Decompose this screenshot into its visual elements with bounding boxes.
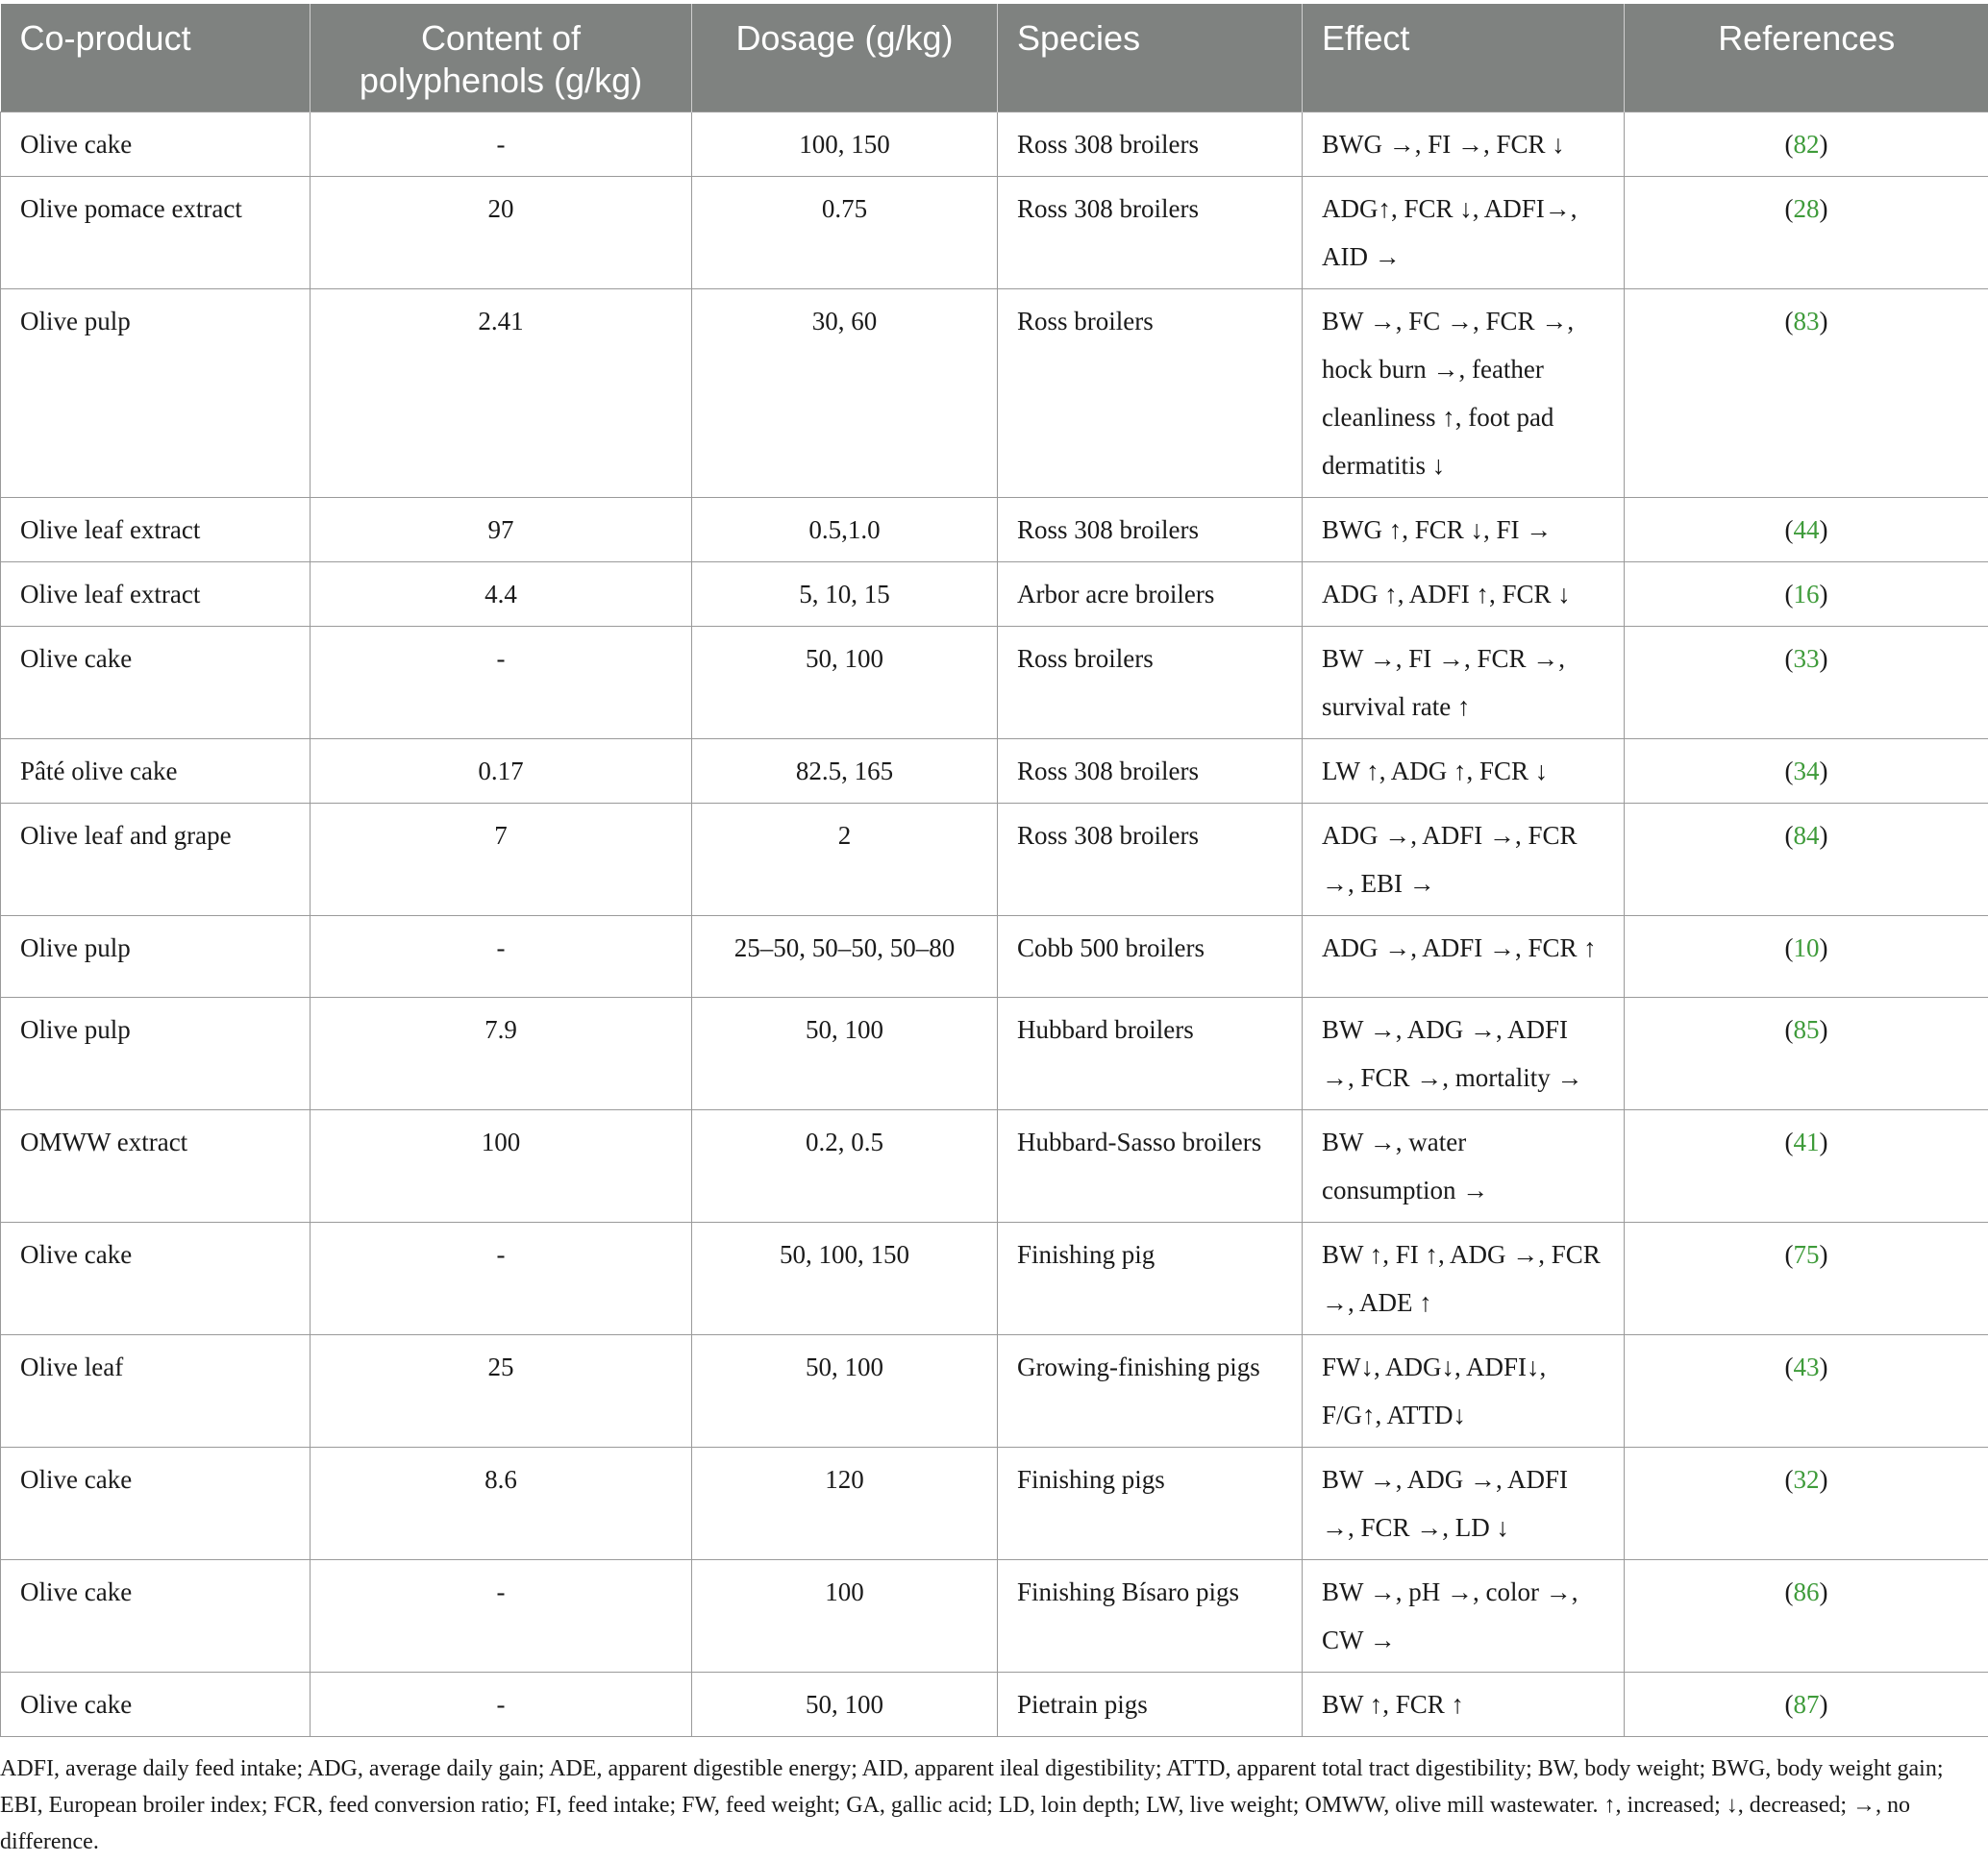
reference-open-paren: (: [1784, 1465, 1794, 1494]
cell-species: Ross 308 broilers: [998, 112, 1303, 177]
table-row: [1, 1448, 1988, 1560]
cell-effect: ADG↑, FCR ↓, ADFI→, AID →: [1303, 177, 1625, 289]
table-row: [1, 1110, 1988, 1223]
cell-coproduct: OMWW extract: [1, 1110, 311, 1223]
cell-species: Ross 308 broilers: [998, 739, 1303, 804]
cell-species: Ross 308 broilers: [998, 498, 1303, 562]
reference-link[interactable]: 87: [1793, 1690, 1820, 1719]
cell-coproduct: Olive pulp: [1, 289, 311, 498]
cell-content: -: [311, 112, 692, 177]
column-header-effect: Effect: [1303, 4, 1625, 112]
reference-close-paren: ): [1819, 130, 1828, 159]
cell-content: 100: [311, 1110, 692, 1223]
reference-link[interactable]: 33: [1793, 644, 1820, 673]
reference-close-paren: ): [1819, 515, 1828, 544]
cell-reference: [1625, 1223, 1988, 1335]
table-row: [1, 177, 1988, 289]
cell-species: Cobb 500 broilers: [998, 916, 1303, 998]
cell-dosage: 25–50, 50–50, 50–80: [692, 916, 998, 998]
cell-dosage: 30, 60: [692, 289, 998, 498]
column-header-dosage: Dosage (g/kg): [692, 4, 998, 112]
reference-link[interactable]: 32: [1793, 1465, 1820, 1494]
cell-content: -: [311, 1560, 692, 1673]
cell-dosage: 0.5,1.0: [692, 498, 998, 562]
reference-close-paren: ): [1819, 1577, 1828, 1606]
cell-dosage: 50, 100: [692, 998, 998, 1110]
reference-link[interactable]: 34: [1793, 757, 1820, 785]
reference-close-paren: ): [1819, 821, 1828, 850]
cell-content: 7.9: [311, 998, 692, 1110]
cell-effect: ADG →, ADFI →, FCR →, EBI →: [1303, 804, 1625, 916]
cell-content: 25: [311, 1335, 692, 1448]
reference-open-paren: (: [1784, 307, 1794, 335]
cell-effect: BWG →, FI →, FCR ↓: [1303, 112, 1625, 177]
cell-reference: [1625, 998, 1988, 1110]
cell-dosage: 50, 100, 150: [692, 1223, 998, 1335]
reference-link[interactable]: 16: [1793, 580, 1820, 608]
cell-content: 4.4: [311, 562, 692, 627]
reference-open-paren: (: [1784, 644, 1794, 673]
cell-species: Pietrain pigs: [998, 1673, 1303, 1737]
reference-open-paren: (: [1784, 580, 1794, 608]
cell-species: Hubbard-Sasso broilers: [998, 1110, 1303, 1223]
cell-dosage: 100: [692, 1560, 998, 1673]
cell-dosage: 50, 100: [692, 1673, 998, 1737]
cell-coproduct: Olive leaf: [1, 1335, 311, 1448]
table-row: [1, 562, 1988, 627]
column-header-content: Content of polyphenols (g/kg): [311, 4, 692, 112]
reference-close-paren: ): [1819, 644, 1828, 673]
cell-species: Finishing pigs: [998, 1448, 1303, 1560]
cell-coproduct: Olive pulp: [1, 916, 311, 998]
cell-effect: FW↓, ADG↓, ADFI↓, F/G↑, ATTD↓: [1303, 1335, 1625, 1448]
reference-link[interactable]: 41: [1793, 1128, 1820, 1156]
reference-open-paren: (: [1784, 1015, 1794, 1044]
reference-close-paren: ): [1819, 580, 1828, 608]
reference-open-paren: (: [1784, 757, 1794, 785]
table-row: [1, 1335, 1988, 1448]
cell-coproduct: Olive cake: [1, 1673, 311, 1737]
cell-dosage: 2: [692, 804, 998, 916]
reference-open-paren: (: [1784, 130, 1794, 159]
reference-link[interactable]: 10: [1793, 933, 1820, 962]
cell-content: 97: [311, 498, 692, 562]
reference-link[interactable]: 82: [1793, 130, 1820, 159]
column-header-coproduct: Co-product: [1, 4, 311, 112]
cell-effect: BW →, pH →, color →, CW →: [1303, 1560, 1625, 1673]
table-body: [1, 112, 1988, 1737]
cell-reference: [1625, 916, 1988, 998]
table-footnote: ADFI, average daily feed intake; ADG, average daily gain; ADE, apparent digestible energy; AID, apparent ileal digestibility; ATTD, apparent total tract digestibility; BW, body weight; BWG, body weight gain; EBI, European broiler index; FCR, feed conversion ratio; FI, feed intake; FW, feed weight; GA, gallic acid; LD, loin depth; LW, live weight; OMWW, olive mill wastewater. ↑, increased; ↓, decreased; →, no difference.: [0, 1756, 1944, 1854]
cell-coproduct: Olive cake: [1, 112, 311, 177]
cell-effect: BW →, FI →, FCR →, survival rate ↑: [1303, 627, 1625, 739]
cell-dosage: 50, 100: [692, 627, 998, 739]
cell-effect: BW →, water consumption →: [1303, 1110, 1625, 1223]
cell-species: Ross 308 broilers: [998, 177, 1303, 289]
cell-reference: [1625, 177, 1988, 289]
cell-dosage: 100, 150: [692, 112, 998, 177]
cell-species: Arbor acre broilers: [998, 562, 1303, 627]
reference-close-paren: ): [1819, 1015, 1828, 1044]
cell-effect: BW →, ADG →, ADFI →, FCR →, LD ↓: [1303, 1448, 1625, 1560]
cell-coproduct: Olive pulp: [1, 998, 311, 1110]
table-row: [1, 1560, 1988, 1673]
cell-coproduct: Pâté olive cake: [1, 739, 311, 804]
table-row: [1, 498, 1988, 562]
reference-close-paren: ): [1819, 757, 1828, 785]
reference-close-paren: ): [1819, 1128, 1828, 1156]
cell-species: Hubbard broilers: [998, 998, 1303, 1110]
reference-link[interactable]: 28: [1793, 194, 1820, 223]
cell-effect: BW ↑, FI ↑, ADG →, FCR →, ADE ↑: [1303, 1223, 1625, 1335]
table-row: [1, 289, 1988, 498]
reference-link[interactable]: 43: [1793, 1353, 1820, 1381]
cell-species: Ross broilers: [998, 289, 1303, 498]
cell-reference: [1625, 498, 1988, 562]
table-row: [1, 627, 1988, 739]
cell-coproduct: Olive cake: [1, 627, 311, 739]
table-row: [1, 1223, 1988, 1335]
table-row: [1, 998, 1988, 1110]
reference-link[interactable]: 83: [1793, 307, 1820, 335]
cell-effect: BW ↑, FCR ↑: [1303, 1673, 1625, 1737]
header-row: [1, 4, 1988, 112]
cell-content: 20: [311, 177, 692, 289]
cell-dosage: 120: [692, 1448, 998, 1560]
cell-species: Ross broilers: [998, 627, 1303, 739]
reference-open-paren: (: [1784, 821, 1794, 850]
reference-link[interactable]: 84: [1793, 821, 1820, 850]
cell-coproduct: Olive leaf and grape: [1, 804, 311, 916]
reference-link[interactable]: 44: [1793, 515, 1820, 544]
cell-dosage: 0.2, 0.5: [692, 1110, 998, 1223]
cell-effect: BWG ↑, FCR ↓, FI →: [1303, 498, 1625, 562]
reference-close-paren: ): [1819, 1240, 1828, 1269]
reference-link[interactable]: 86: [1793, 1577, 1820, 1606]
reference-link[interactable]: 85: [1793, 1015, 1820, 1044]
reference-open-paren: (: [1784, 194, 1794, 223]
cell-dosage: 0.75: [692, 177, 998, 289]
cell-coproduct: Olive cake: [1, 1560, 311, 1673]
cell-reference: [1625, 739, 1988, 804]
cell-species: Ross 308 broilers: [998, 804, 1303, 916]
cell-reference: [1625, 562, 1988, 627]
cell-dosage: 5, 10, 15: [692, 562, 998, 627]
reference-open-paren: (: [1784, 1577, 1794, 1606]
cell-reference: [1625, 1560, 1988, 1673]
cell-content: -: [311, 627, 692, 739]
cell-reference: [1625, 1335, 1988, 1448]
table-container: [0, 4, 1988, 1737]
table-row: [1, 804, 1988, 916]
cell-coproduct: Olive pomace extract: [1, 177, 311, 289]
reference-open-paren: (: [1784, 515, 1794, 544]
cell-coproduct: Olive cake: [1, 1448, 311, 1560]
cell-content: 0.17: [311, 739, 692, 804]
cell-reference: [1625, 1448, 1988, 1560]
cell-effect: BW →, ADG →, ADFI →, FCR →, mortality →: [1303, 998, 1625, 1110]
cell-effect: ADG ↑, ADFI ↑, FCR ↓: [1303, 562, 1625, 627]
cell-effect: BW →, FC →, FCR →, hock burn →, feather cleanliness ↑, foot pad dermatitis ↓: [1303, 289, 1625, 498]
cell-species: Growing-finishing pigs: [998, 1335, 1303, 1448]
reference-open-paren: (: [1784, 1240, 1794, 1269]
cell-content: 2.41: [311, 289, 692, 498]
reference-close-paren: ): [1819, 1353, 1828, 1381]
column-header-references: References: [1625, 4, 1988, 112]
cell-reference: [1625, 1673, 1988, 1737]
cell-dosage: 82.5, 165: [692, 739, 998, 804]
cell-effect: ADG →, ADFI →, FCR ↑: [1303, 916, 1625, 998]
cell-species: Finishing Bísaro pigs: [998, 1560, 1303, 1673]
cell-coproduct: Olive leaf extract: [1, 562, 311, 627]
table-row: [1, 916, 1988, 998]
reference-close-paren: ): [1819, 1690, 1828, 1719]
reference-link[interactable]: 75: [1793, 1240, 1820, 1269]
cell-content: -: [311, 1673, 692, 1737]
cell-reference: [1625, 1110, 1988, 1223]
cell-content: -: [311, 916, 692, 998]
cell-reference: [1625, 112, 1988, 177]
reference-open-paren: (: [1784, 1690, 1794, 1719]
table-row: [1, 739, 1988, 804]
cell-reference: [1625, 804, 1988, 916]
column-header-species: Species: [998, 4, 1303, 112]
reference-open-paren: (: [1784, 933, 1794, 962]
cell-content: -: [311, 1223, 692, 1335]
reference-close-paren: ): [1819, 1465, 1828, 1494]
reference-open-paren: (: [1784, 1128, 1794, 1156]
reference-close-paren: ): [1819, 194, 1828, 223]
table-header: [1, 4, 1988, 112]
cell-coproduct: Olive leaf extract: [1, 498, 311, 562]
reference-close-paren: ): [1819, 933, 1828, 962]
reference-close-paren: ): [1819, 307, 1828, 335]
table-row: [1, 112, 1988, 177]
cell-reference: [1625, 627, 1988, 739]
cell-species: Finishing pig: [998, 1223, 1303, 1335]
cell-effect: LW ↑, ADG ↑, FCR ↓: [1303, 739, 1625, 804]
data-table: [0, 4, 1988, 1737]
cell-coproduct: Olive cake: [1, 1223, 311, 1335]
cell-dosage: 50, 100: [692, 1335, 998, 1448]
table-row: [1, 1673, 1988, 1737]
cell-content: 8.6: [311, 1448, 692, 1560]
reference-open-paren: (: [1784, 1353, 1794, 1381]
cell-content: 7: [311, 804, 692, 916]
cell-reference: [1625, 289, 1988, 498]
